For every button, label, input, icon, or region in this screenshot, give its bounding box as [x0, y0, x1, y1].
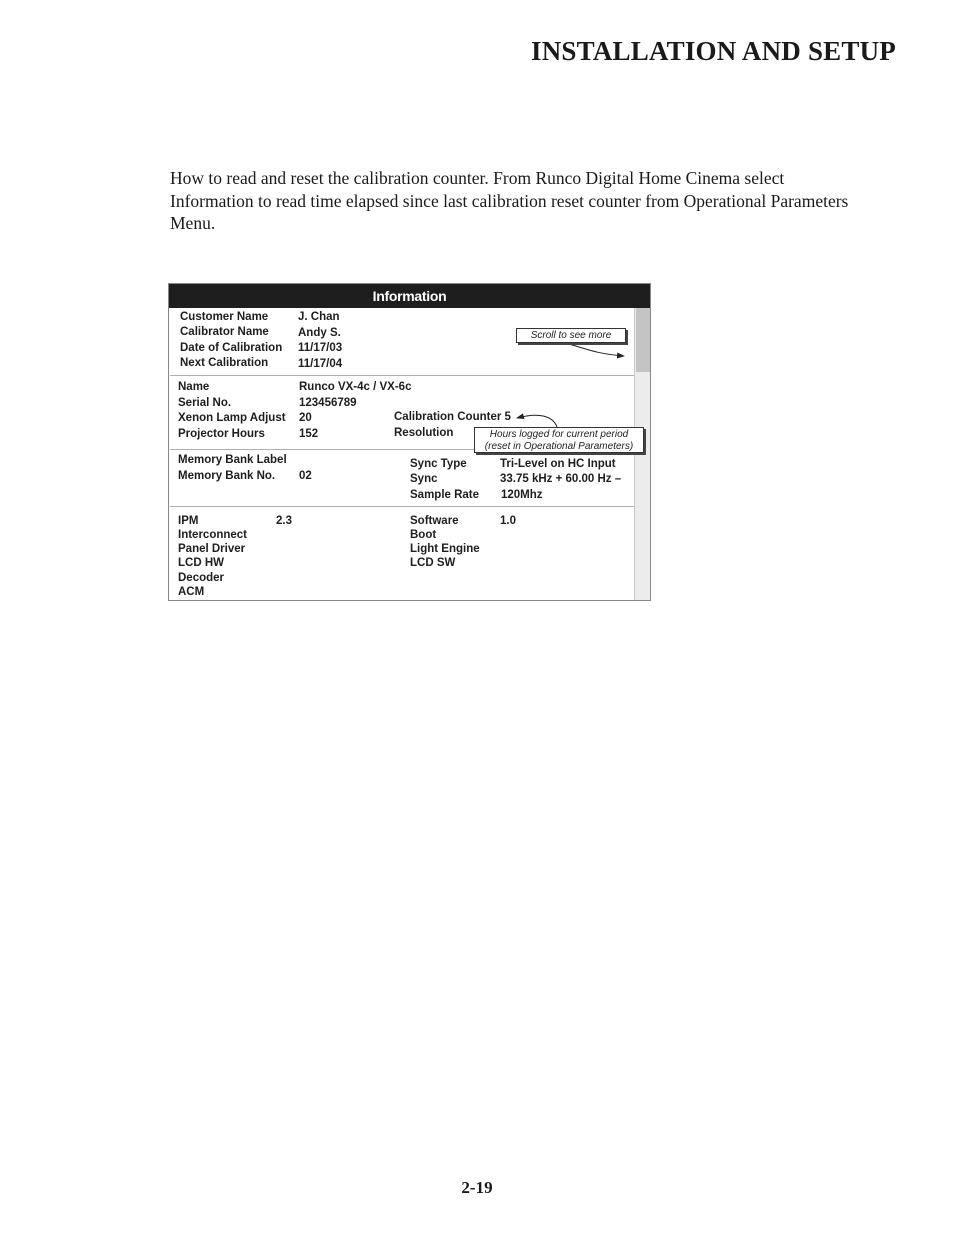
memory-bank-label-label: Memory Bank Label: [178, 454, 287, 466]
scrollbar-thumb[interactable]: [636, 308, 650, 372]
xenon-lamp-adjust-value: 20: [299, 412, 312, 424]
information-window: [168, 283, 651, 601]
sample-rate-value: 120Mhz: [501, 489, 543, 501]
sync-value: 33.75 kHz + 60.00 Hz –: [500, 473, 622, 485]
decoder-label: Decoder: [178, 572, 225, 584]
sync-type-value: Tri-Level on HC Input: [500, 458, 616, 470]
software-value: 1.0: [500, 515, 516, 527]
calibration-counter-label: Calibration Counter 5: [394, 411, 511, 423]
customer-name-value: J. Chan: [298, 311, 340, 323]
calibrator-name-label: Calibrator Name: [180, 326, 269, 338]
name-value: Runco VX-4c / VX-6c: [299, 381, 412, 393]
scroll-callout: Scroll to see more: [516, 328, 626, 343]
xenon-lamp-adjust-label: Xenon Lamp Adjust: [178, 412, 286, 424]
sync-type-label: Sync Type: [410, 458, 467, 470]
software-label: Software: [410, 515, 459, 527]
hours-callout-line1: Hours logged for current period: [489, 429, 629, 440]
section-divider: [170, 506, 634, 507]
light-engine-label: Light Engine: [410, 543, 480, 555]
lcd-sw-label: LCD SW: [410, 557, 456, 569]
page-header-title: INSTALLATION AND SETUP: [531, 36, 896, 66]
serial-no-label: Serial No.: [178, 397, 232, 409]
scroll-callout-arrow: [569, 344, 624, 356]
projector-hours-label: Projector Hours: [178, 428, 265, 440]
counter-callout-arrow: [517, 415, 557, 427]
customer-name-label: Customer Name: [180, 311, 269, 323]
vertical-scrollbar[interactable]: [634, 308, 650, 600]
date-of-calibration-value: 11/17/03: [298, 342, 343, 354]
memory-bank-no-label: Memory Bank No.: [178, 470, 276, 482]
hours-callout-line2: (reset in Operational Parameters): [484, 441, 634, 452]
resolution-label: Resolution: [394, 427, 454, 439]
lcd-hw-label: LCD HW: [178, 557, 224, 569]
memory-bank-no-value: 02: [299, 470, 312, 482]
next-calibration-value: 11/17/04: [298, 358, 343, 370]
serial-no-value: 123456789: [299, 397, 357, 409]
section-divider: [170, 375, 634, 376]
interconnect-label: Interconnect: [178, 529, 248, 541]
next-calibration-label: Next Calibration: [180, 357, 269, 369]
intro-paragraph: How to read and reset the calibration counter. From Runco Digital Home Cinema select Information to read time elapsed since last calibration reset counter from Operational Parameters Menu.: [170, 168, 849, 233]
calibrator-name-value: Andy S.: [298, 327, 341, 339]
date-of-calibration-label: Date of Calibration: [180, 342, 283, 354]
hours-callout: [474, 427, 644, 453]
acm-label: ACM: [178, 586, 205, 598]
sync-label: Sync: [410, 473, 438, 485]
sample-rate-label: Sample Rate: [410, 489, 480, 501]
ipm-value: 2.3: [276, 515, 292, 527]
projector-hours-value: 152: [299, 428, 319, 440]
ipm-label: IPM: [178, 515, 199, 527]
window-title: Information: [169, 284, 650, 308]
page-number: 2-19: [461, 1178, 493, 1197]
boot-label: Boot: [410, 529, 437, 541]
panel-driver-label: Panel Driver: [178, 543, 246, 555]
name-label: Name: [178, 381, 210, 393]
